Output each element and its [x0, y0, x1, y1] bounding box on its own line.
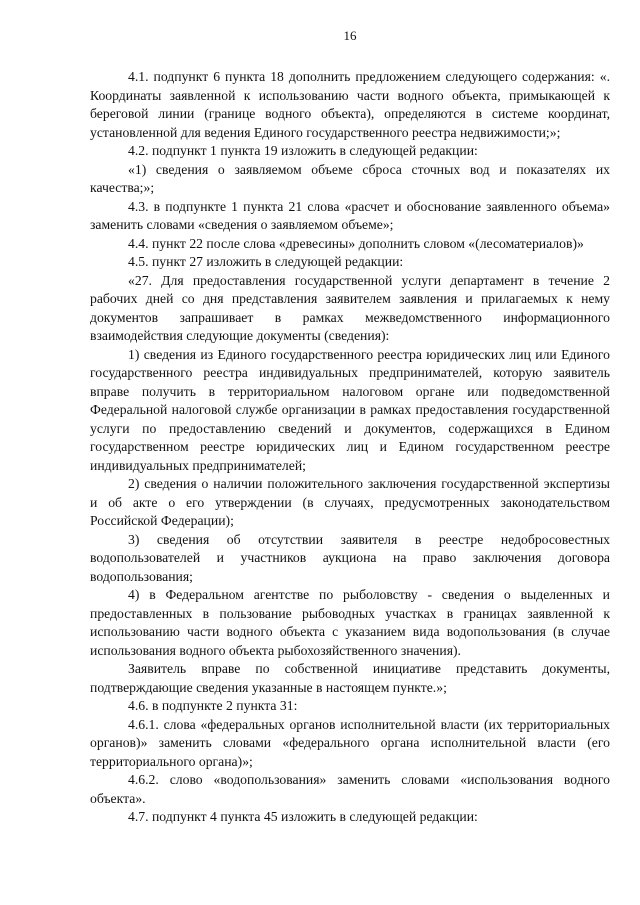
paragraph-4-5: 4.5. пункт 27 изложить в следующей редакции:: [128, 254, 404, 269]
paragraph-4-1: 4.1. подпункт 6 пункта 18 дополнить предложением следующего содержания: «. Координаты заявленной к использованию части водного объекта, примыкающей к береговой линии (границе водного объекта), определяются в системе координат, установленной для ведения Единого государственного реестра недвижимости;»;: [90, 69, 610, 140]
paragraph-27-item-2: 2) сведения о наличии положительного заключения государственной экспертизы и об акте о его утверждении (в случаях, предусмотренных законодательством Российской Федерации);: [90, 476, 610, 528]
page-number: 16: [343, 28, 357, 43]
paragraph-4-6-2: 4.6.2. слово «водопользования» заменить словами «использования водного объекта».: [90, 772, 610, 806]
paragraph-27: «27. Для предоставления государственной услуги департамент в течение 2 рабочих дней со дня представления заявителем заявления и прилагаемых к нему документов запрашивает в рамках межведомственного информационного взаимодействия следующие документы (сведения):: [90, 272, 610, 343]
paragraph-27-item-3: 3) сведения об отсутствии заявителя в реестре недобросовестных водопользователей и участников аукциона на право заключения договора водопользования;: [90, 531, 610, 584]
paragraph-4-6: 4.6. в подпункте 2 пункта 31:: [128, 698, 298, 713]
paragraph-4-2: 4.2. подпункт 1 пункта 19 изложить в следующей редакции:: [128, 143, 478, 158]
paragraph-4-6-1: 4.6.1. слова «федеральных органов исполнительной власти (их территориальных органов)» заменить словами «федерального органа исполнительной власти (его территориального органа)»;: [90, 716, 610, 769]
document-page: [90, 28, 610, 827]
paragraph-27-item-4: 4) в Федеральном агентстве по рыболовству - сведения о выделенных и предоставленных в пользование рыбоводных участках в границах заявленной к использованию части водного объекта с указанием вида водопользования (в случае использования водного объекта рыбохозяйственного значения).: [90, 587, 610, 658]
paragraph-4-2-text: «1) сведения о заявляемом объеме сброса сточных вод и показателях их качества;»;: [90, 161, 610, 195]
paragraph-27-item-1: 1) сведения из Единого государственного реестра юридических лиц или Единого государственного реестра индивидуальных предпринимателей, которую заявитель вправе получить в территориальном налоговом органе или подведомственной Федеральной налоговой службе организации в рамках предоставления государственной услуги по предоставлению сведений и документов, содержащихся в Едином государственном реестре юридических лиц и Едином государственном реестре индивидуальных предпринимателей;: [90, 346, 610, 473]
paragraph-4-3: 4.3. в подпункте 1 пункта 21 слова «расчет и обоснование заявленного объема» заменить словами «сведения о заявляемом объеме»;: [90, 198, 610, 232]
paragraph-4-7: 4.7. подпункт 4 пункта 45 изложить в следующей редакции:: [128, 809, 478, 824]
paragraph-4-4: 4.4. пункт 22 после слова «древесины» дополнить словом «(лесоматериалов)»: [128, 235, 584, 251]
paragraph-27-closing: Заявитель вправе по собственной инициативе представить документы, подтверждающие сведения указанные в настоящем пункте.»;: [90, 661, 610, 695]
